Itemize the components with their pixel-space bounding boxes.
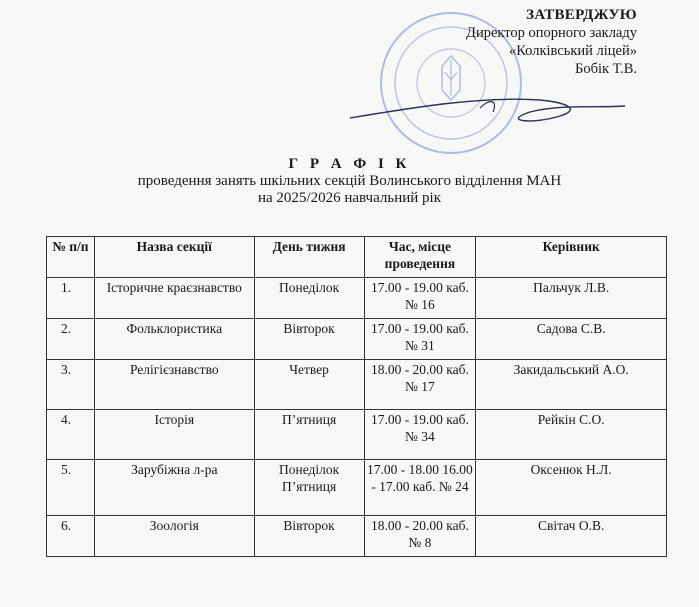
table-row [47, 516, 667, 557]
row-day: П’ятниця [254, 410, 364, 460]
header-leader: Керівник [476, 237, 667, 278]
table-row [47, 360, 667, 410]
row-day: Четвер [254, 360, 364, 410]
document-year: на 2025/2026 навчальний рік [258, 190, 441, 206]
document-subtitle: проведення занять шкільних секцій Волинського відділення МАН [137, 173, 562, 189]
header-day: День тижня [254, 237, 364, 278]
row-section: Фольклористика [94, 319, 254, 360]
table-header-row [47, 237, 667, 278]
row-time: 17.00 - 19.00 каб. № 31 [364, 319, 476, 360]
row-num: 4. [47, 410, 95, 460]
approval-name: Бобік Т.В. [575, 61, 637, 77]
row-time: 17.00 - 19.00 каб. № 34 [364, 410, 476, 460]
row-time: 17.00 - 19.00 каб. № 16 [364, 278, 476, 319]
signature [330, 78, 630, 138]
table-row [47, 319, 667, 360]
row-leader: Закидальський А.О. [476, 360, 667, 410]
row-section: Історичне краєзнавство [94, 278, 254, 319]
row-time: 18.00 - 20.00 каб. № 17 [364, 360, 476, 410]
row-section: Зарубіжна л-ра [94, 460, 254, 516]
row-section: Зоологія [94, 516, 254, 557]
row-leader: Рейкін С.О. [476, 410, 667, 460]
schedule-table [46, 236, 667, 557]
header-num: № п/п [47, 237, 95, 278]
row-section: Історія [94, 410, 254, 460]
row-leader: Пальчук Л.В. [476, 278, 667, 319]
table-row [47, 460, 667, 516]
approval-position: Директор опорного закладу [466, 25, 637, 41]
row-leader: Садова С.В. [476, 319, 667, 360]
row-time: 18.00 - 20.00 каб. № 8 [364, 516, 476, 557]
row-section: Релігієзнавство [94, 360, 254, 410]
document-heading [0, 156, 699, 207]
approval-institution: «Колківський ліцей» [508, 43, 637, 59]
header-time: Час, місце проведення [364, 237, 476, 278]
row-day: Вівторок [254, 319, 364, 360]
approval-block [397, 6, 637, 78]
header-section: Назва секції [94, 237, 254, 278]
row-num: 3. [47, 360, 95, 410]
row-leader: Світач О.В. [476, 516, 667, 557]
row-num: 2. [47, 319, 95, 360]
row-day: Понеділок П’ятниця [254, 460, 364, 516]
table-row [47, 410, 667, 460]
row-num: 5. [47, 460, 95, 516]
document-title: Г Р А Ф І К [288, 156, 411, 172]
row-day: Понеділок [254, 278, 364, 319]
approval-title: ЗАТВЕРДЖУЮ [526, 7, 637, 23]
row-num: 1. [47, 278, 95, 319]
row-time: 17.00 - 18.00 16.00 - 17.00 каб. № 24 [364, 460, 476, 516]
row-leader: Оксенюк Н.Л. [476, 460, 667, 516]
row-num: 6. [47, 516, 95, 557]
row-day: Вівторок [254, 516, 364, 557]
table-row [47, 278, 667, 319]
